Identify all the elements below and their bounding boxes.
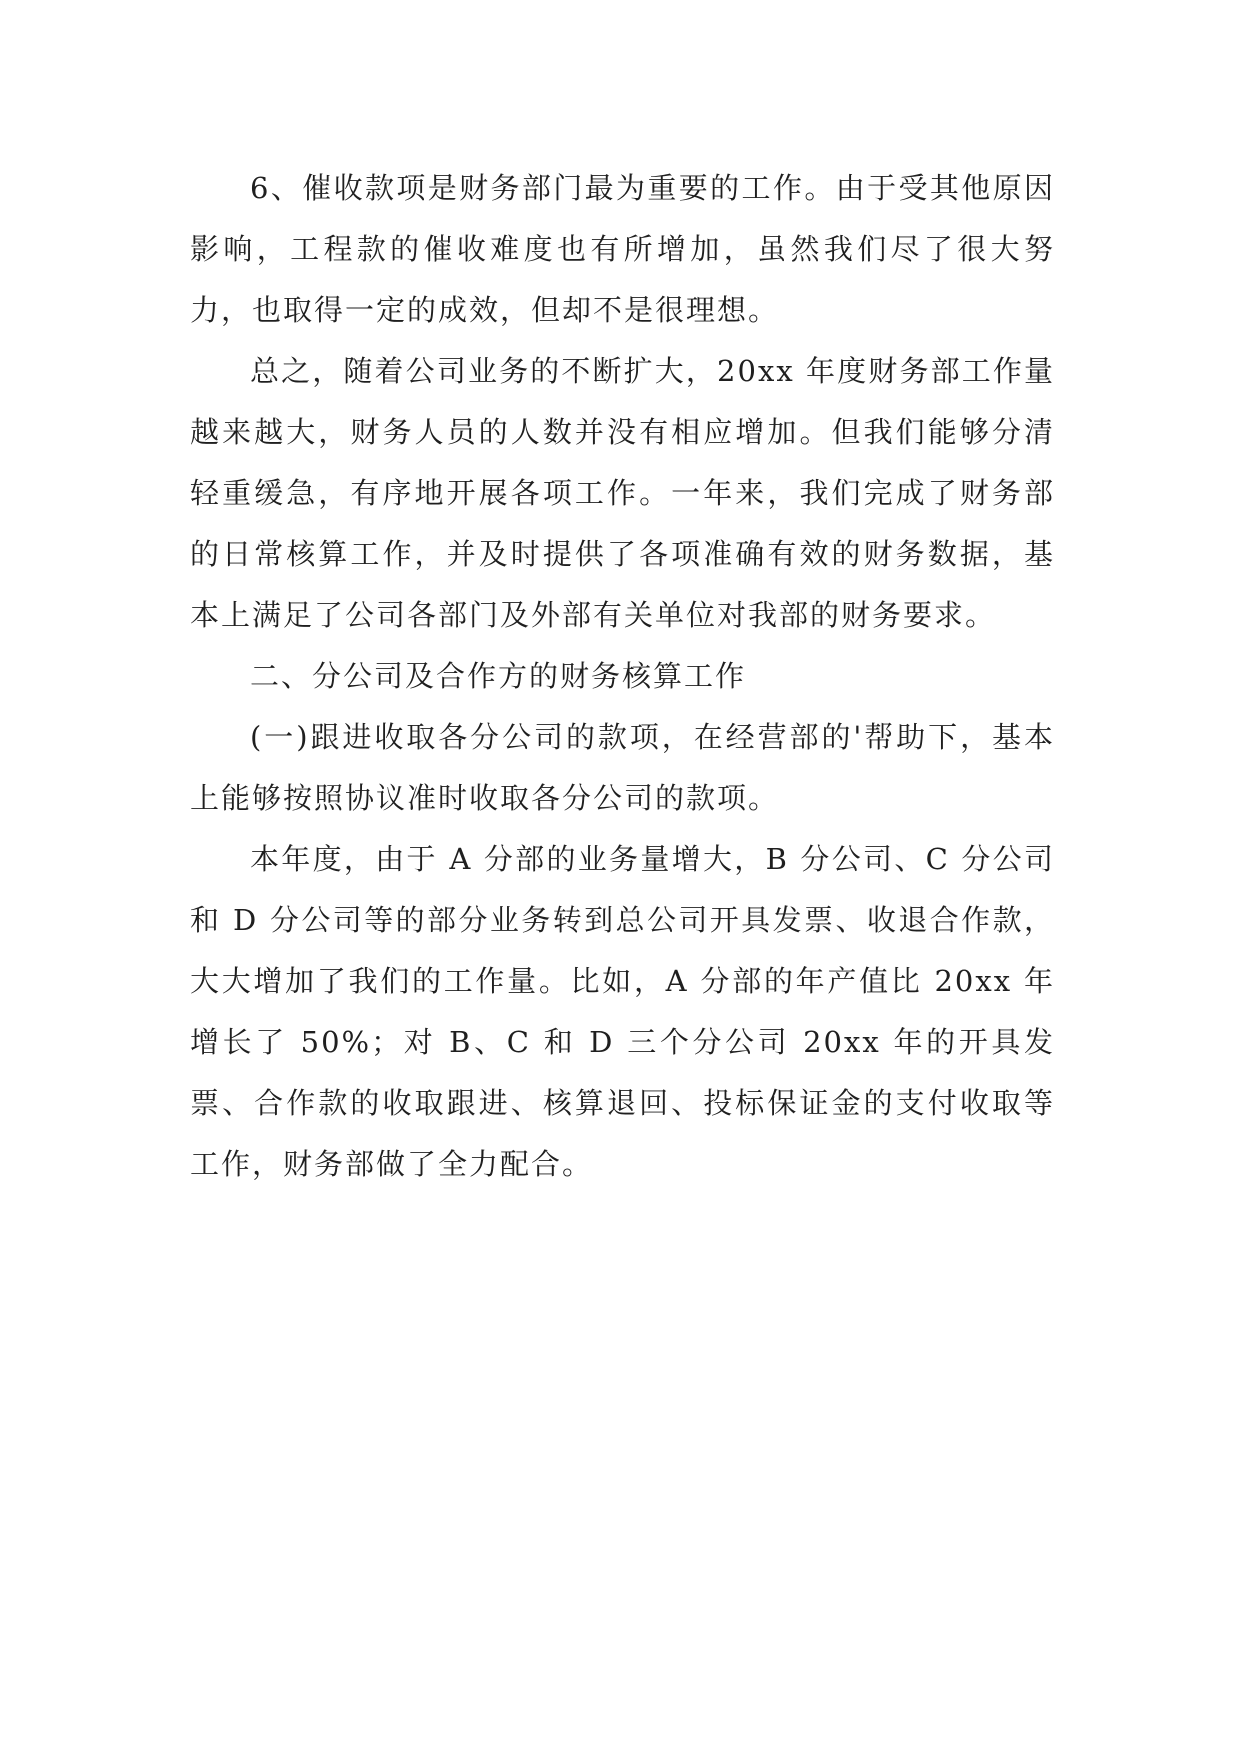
paragraph-collection-work: 6、催收款项是财务部门最为重要的工作。由于受其他原因影响，工程款的催收难度也有所增加，虽然我们尽了很大努力，也取得一定的成效，但却不是很理想。 <box>190 171 1055 327</box>
section-heading-branch-accounting: 二、分公司及合作方的财务核算工作 <box>250 659 747 693</box>
paragraph-summary: 总之，随着公司业务的不断扩大，20xx 年度财务部工作量越来越大，财务人员的人数并没有相应增加。但我们能够分清轻重缓急，有序地开展各项工作。一年来，我们完成了财务部的日常核算工作，并及时提供了各项准确有效的财务数据，基本上满足了公司各部门及外部有关单位对我部的财务要求。 <box>190 354 1055 632</box>
document-body <box>190 158 1055 1195</box>
paragraph-annual-details: 本年度，由于 A 分部的业务量增大，B 分公司、C 分公司和 D 分公司等的部分业务转到总公司开具发票、收退合作款，大大增加了我们的工作量。比如，A 分部的年产值比 20xx 年增长了 50%；对 B、C 和 D 三个分公司 20xx 年的开具发票、合作款的收取跟进、核算退回、投标保证金的支付收取等工作，财务部做了全力配合。 <box>190 842 1055 1181</box>
paragraph-branch-payments: (一)跟进收取各分公司的款项，在经营部的'帮助下，基本上能够按照协议准时收取各分公司的款项。 <box>190 720 1055 815</box>
